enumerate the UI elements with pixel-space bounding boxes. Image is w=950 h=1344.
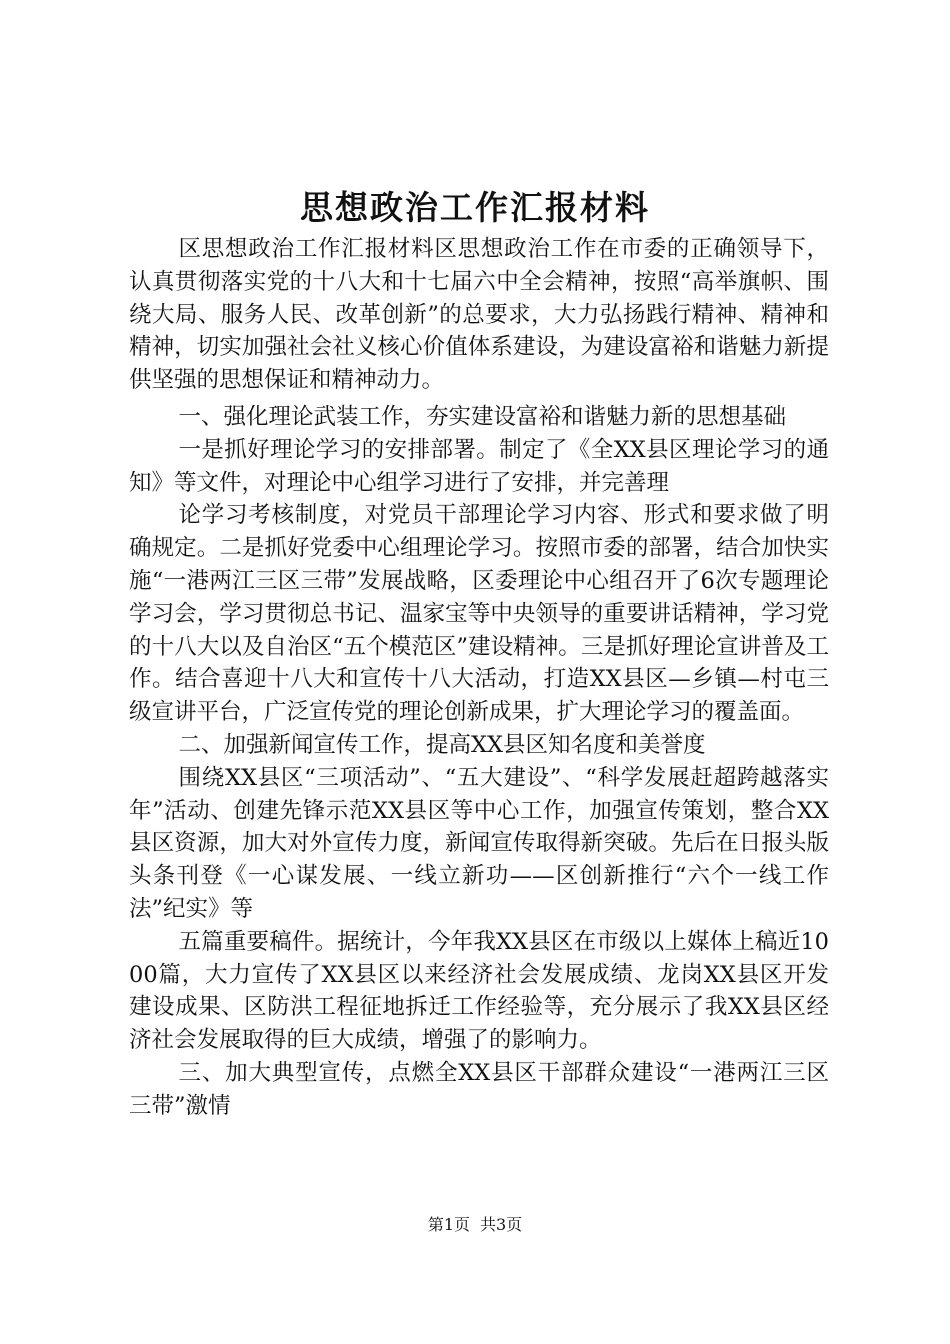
page-number: 第1页: [427, 1215, 470, 1234]
section-heading-1: 一、强化理论武装工作，夯实建设富裕和谐魅力新的思想基础: [178, 403, 787, 430]
section-heading-3: 三、加大典型宣传，点燃全XX县区干部群众建设“一港两江三区三带”激情: [129, 1059, 829, 1119]
paragraph-2a: 围绕XX县区“三项活动”、“五大建设”、“科学发展赶超跨越落实年”活动、创建先锋示范XX县区等中心工作，加强宣传策划，整合XX县区资源，加大对外宣传力度，新闻宣传取得新突破。先后在日报头版头条刊登《一心谋发展、一线立新功——区创新推行“六个一线工作法”纪实》等: [129, 764, 829, 922]
page-total: 共3页: [480, 1215, 523, 1234]
paragraph-1a: 一是抓好理论学习的安排部署。制定了《全XX县区理论学习的通知》等文件，对理论中心组学习进行了安排，并完善理: [129, 436, 829, 496]
document-title: 思想政治工作汇报材料: [300, 188, 650, 227]
paragraph-1b: 论学习考核制度，对党员干部理论学习内容、形式和要求做了明确规定。二是抓好党委中心组理论学习。按照市委的部署，结合加快实施“一港两江三区三带”发展战略，区委理论中心组召开了6次专题理论学习会，学习贯彻总书记、温家宝等中央领导的重要讲话精神，学习党的十八大以及自治区“五个模范区”建设精神。三是抓好理论宣讲普及工作。结合喜迎十八大和宣传十八大活动，打造XX县区—乡镇—村屯三级宣讲平台，广泛宣传党的理论创新成果，扩大理论学习的覆盖面。: [129, 502, 829, 726]
section-heading-2: 二、加强新闻宣传工作，提高XX县区知名度和美誉度: [178, 731, 706, 758]
paragraph-2b: 五篇重要稿件。据统计，今年我XX县区在市级以上媒体上稿近1000篇，大力宣传了XX县区以来经济社会发展成绩、龙岗XX县区开发建设成果、区防洪工程征地拆迁工作经验等，充分展示了我XX县区经济社会发展取得的巨大成绩，增强了的影响力。: [129, 928, 829, 1054]
page-footer: [0, 1214, 950, 1236]
paragraph-intro: 区思想政治工作汇报材料区思想政治工作在市委的正确领导下，认真贯彻落实党的十八大和十七届六中全会精神，按照“高举旗帜、围绕大局、服务人民、改革创新”的总要求，大力弘扬践行精神、精神和精神，切实加强社会社义核心价值体系建设，为建设富裕和谐魅力新提供坚强的思想保证和精神动力。: [129, 236, 829, 394]
document-body: [129, 233, 829, 1123]
